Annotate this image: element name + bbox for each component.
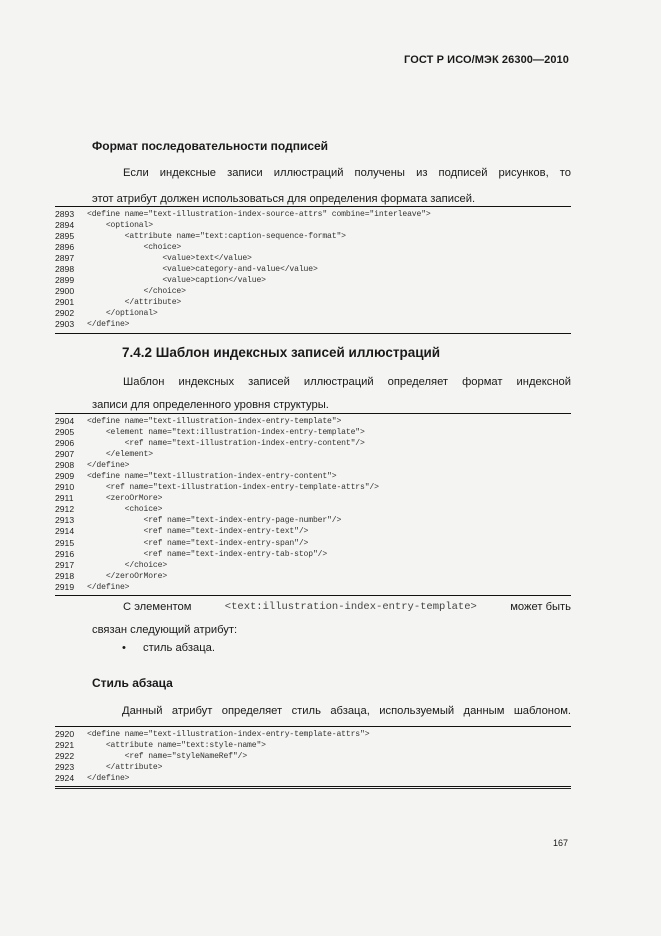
line-number: 2906 xyxy=(55,438,75,449)
line-number: 2920 xyxy=(55,729,75,739)
line-number: 2903 xyxy=(55,319,75,330)
code-text: <element name="text:illustration-index-entry-template"> xyxy=(87,428,365,438)
paragraph-line: связан следующий атрибут: xyxy=(92,624,238,636)
line-number: 2918 xyxy=(55,570,75,581)
code-line xyxy=(55,560,571,571)
line-number: 2915 xyxy=(55,537,75,548)
code-text: <ref name="text-index-entry-text"/> xyxy=(87,527,309,537)
code-line xyxy=(55,308,571,319)
code-line xyxy=(55,740,571,751)
paragraph-style: Данный атрибут определяет стиль абзаца, используемый данным шаблоном. xyxy=(122,705,571,717)
code-line xyxy=(55,264,571,275)
code-line xyxy=(55,762,571,773)
code-text: <attribute name="text:style-name"> xyxy=(87,741,266,751)
code-line xyxy=(55,438,571,449)
code-block-1 xyxy=(55,206,571,334)
line-number: 2907 xyxy=(55,449,75,460)
code-bottom-rule xyxy=(55,333,571,334)
code-line xyxy=(55,297,571,308)
code-text: <define name="text-illustration-index-source-attrs" combine="interleave"> xyxy=(87,210,431,219)
line-number: 2899 xyxy=(55,275,75,286)
code-text: <value>category-and-value</value> xyxy=(87,265,318,275)
line-number: 2894 xyxy=(55,220,75,231)
code-block-3 xyxy=(55,726,571,789)
paragraph-caption-format xyxy=(92,160,571,212)
line-number: 2897 xyxy=(55,253,75,264)
code-line xyxy=(55,493,571,504)
code-line xyxy=(55,538,571,549)
code-line xyxy=(55,549,571,560)
code-line xyxy=(55,416,571,427)
section-heading-caption-format: Формат последовательности подписей xyxy=(92,139,329,153)
line-number: 2916 xyxy=(55,548,75,559)
code-text: </attribute> xyxy=(87,763,163,773)
paragraph-template xyxy=(92,369,571,418)
document-header: ГОСТ Р ИСО/МЭК 26300—2010 xyxy=(404,54,569,66)
code-text: <value>text</value> xyxy=(87,254,252,264)
code-text: </optional> xyxy=(87,309,158,319)
paragraph-line: Шаблон индексных записей иллюстраций определяет формат индексной xyxy=(123,376,571,388)
code-block-2 xyxy=(55,413,571,596)
paragraph-line: записи для определенного уровня структуры. xyxy=(92,399,329,411)
code-lines xyxy=(55,727,571,786)
code-text: <optional> xyxy=(87,221,153,231)
code-text: <choice> xyxy=(87,243,182,253)
bullet-list xyxy=(122,642,215,654)
line-number: 2896 xyxy=(55,242,75,253)
code-text: <define name="text-illustration-index-entry-content"> xyxy=(87,472,337,482)
line-number: 2924 xyxy=(55,773,75,784)
code-text: </define> xyxy=(87,461,130,471)
bullet-marker: • xyxy=(122,642,126,654)
bullet-text: стиль абзаца. xyxy=(143,642,215,654)
code-line xyxy=(55,504,571,515)
code-lines xyxy=(55,414,571,595)
code-line xyxy=(55,471,571,482)
code-line xyxy=(55,449,571,460)
code-text: <ref name="text-index-entry-tab-stop"/> xyxy=(87,549,328,559)
section-heading-paragraph-style: Стиль абзаца xyxy=(92,676,173,690)
code-text: <zeroOrMore> xyxy=(87,494,163,504)
section-heading-7-4-2: 7.4.2 Шаблон индексных записей иллюстраций xyxy=(122,345,441,360)
code-line xyxy=(55,319,571,330)
code-text: </define> xyxy=(87,320,130,330)
paragraph-line: Если индексные записи иллюстраций получены из подписей рисунков, то xyxy=(123,167,571,179)
code-text: <ref name="text-illustration-index-entry-template-attrs"/> xyxy=(87,483,379,493)
code-line xyxy=(55,515,571,526)
line-number: 2912 xyxy=(55,504,75,515)
code-line xyxy=(55,582,571,593)
line-number: 2898 xyxy=(55,264,75,275)
line-number: 2911 xyxy=(55,493,74,504)
code-text: <attribute name="text:caption-sequence-format"> xyxy=(87,232,346,242)
code-text: </define> xyxy=(87,582,130,592)
code-text: </define> xyxy=(87,774,130,784)
line-number: 2900 xyxy=(55,286,75,297)
line-number: 2921 xyxy=(55,740,75,751)
code-text: <ref name="text-illustration-index-entry-content"/> xyxy=(87,439,365,449)
code-text: </attribute> xyxy=(87,298,182,308)
line-number: 2895 xyxy=(55,231,75,242)
code-line xyxy=(55,253,571,264)
code-line xyxy=(55,482,571,493)
code-text: <choice> xyxy=(87,505,163,515)
line-number: 2893 xyxy=(55,209,75,219)
line-number: 2922 xyxy=(55,751,75,762)
line-number: 2902 xyxy=(55,308,75,319)
code-line xyxy=(55,460,571,471)
code-line xyxy=(55,220,571,231)
code-line xyxy=(55,231,571,242)
line-number: 2904 xyxy=(55,416,75,426)
code-text: </choice> xyxy=(87,560,168,570)
code-bottom-rule xyxy=(55,786,571,787)
line-number: 2923 xyxy=(55,762,75,773)
code-line xyxy=(55,773,571,784)
code-line xyxy=(55,275,571,286)
code-line xyxy=(55,571,571,582)
line-number: 2913 xyxy=(55,515,75,526)
code-text: <value>caption</value> xyxy=(87,276,266,286)
line-number: 2917 xyxy=(55,559,75,570)
line-number: 2910 xyxy=(55,482,75,493)
code-line xyxy=(55,286,571,297)
code-text: </element> xyxy=(87,450,153,460)
line-number: 2919 xyxy=(55,581,75,592)
code-bottom-double-rule xyxy=(55,788,571,789)
code-text: <ref name="text-index-entry-page-number"/> xyxy=(87,516,342,526)
line-number: 2901 xyxy=(55,297,75,308)
paragraph-attribute xyxy=(92,594,571,643)
line-number: 2914 xyxy=(55,526,75,537)
code-text: </choice> xyxy=(87,287,186,297)
inline-code-element: <text:illustration-index-entry-template> xyxy=(224,601,477,613)
paragraph-text: может быть xyxy=(510,601,571,613)
line-number: 2908 xyxy=(55,460,75,471)
code-line xyxy=(55,209,571,220)
code-line xyxy=(55,242,571,253)
code-text: <ref name="text-index-entry-span"/> xyxy=(87,538,309,548)
page-number: 167 xyxy=(553,838,569,848)
code-line xyxy=(55,729,571,740)
code-text: <define name="text-illustration-index-entry-template-attrs"> xyxy=(87,730,370,739)
code-line xyxy=(55,427,571,438)
line-number: 2905 xyxy=(55,427,75,438)
line-number: 2909 xyxy=(55,471,75,482)
paragraph-line: этот атрибут должен использоваться для определения формата записей. xyxy=(92,193,476,205)
code-text: <define name="text-illustration-index-entry-template"> xyxy=(87,417,342,426)
code-line xyxy=(55,526,571,537)
code-line xyxy=(55,751,571,762)
code-lines xyxy=(55,207,571,333)
code-text: <ref name="styleNameRef"/> xyxy=(87,752,248,762)
paragraph-text: С элементом xyxy=(123,601,192,613)
code-text: </zeroOrMore> xyxy=(87,571,168,581)
